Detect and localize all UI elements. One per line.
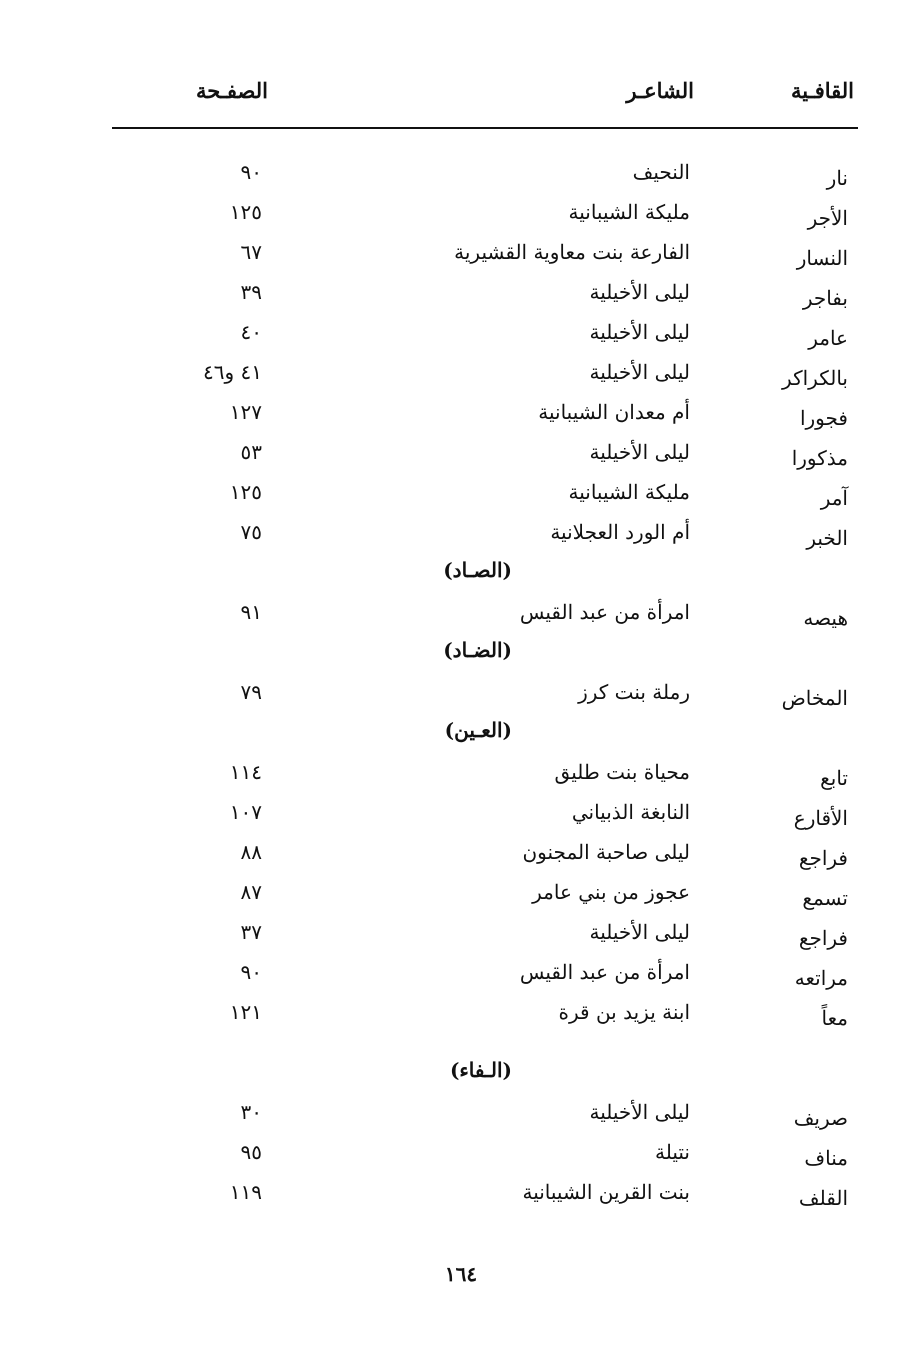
section-heading: (الضـاد) — [443, 638, 512, 662]
table-row — [0, 512, 922, 552]
rhyme-cell: عامر — [808, 326, 848, 350]
table-row — [0, 392, 922, 432]
table-row — [0, 1172, 922, 1212]
table-row — [0, 752, 922, 792]
page-ref-cell: ١١٩ — [229, 1180, 262, 1204]
page-ref-cell: ٩٠ — [240, 160, 262, 184]
header-poet: الشاعـر — [626, 78, 694, 103]
page-ref-cell: ١٢١ — [229, 1000, 262, 1024]
rhyme-cell: الأقارع — [793, 806, 848, 830]
rhyme-cell: المخاض — [781, 686, 848, 710]
table-row — [0, 992, 922, 1032]
page-ref-cell: ١٠٧ — [229, 800, 262, 824]
poet-cell: ليلى الأخيلية — [589, 920, 690, 944]
rhyme-cell: مناف — [804, 1146, 848, 1170]
page-ref-cell: ٨٨ — [240, 840, 262, 864]
table-row — [0, 432, 922, 472]
rhyme-cell: الأجر — [807, 206, 848, 230]
poet-cell: ليلى الأخيلية — [589, 440, 690, 464]
poet-cell: ليلى صاحبة المجنون — [522, 840, 690, 864]
page-ref-cell: ٩٠ — [240, 960, 262, 984]
rhyme-cell: الخبر — [806, 526, 848, 550]
rhyme-cell: تسمع — [802, 886, 848, 910]
rhyme-cell: بالكراكر — [782, 366, 848, 390]
header-rhyme: القافـية — [790, 78, 854, 103]
table-row — [0, 592, 922, 632]
table-row — [0, 472, 922, 512]
poet-cell: امرأة من عبد القيس — [519, 960, 690, 984]
page-ref-cell: ٦٧ — [240, 240, 262, 264]
header-rule — [112, 127, 858, 129]
section-spacer — [0, 1032, 922, 1052]
rhyme-cell: تابع — [820, 766, 848, 790]
section-heading: (الـفاء) — [449, 1058, 512, 1082]
page-ref-cell: ١١٤ — [229, 760, 262, 784]
poet-cell: أم الورد العجلانية — [550, 520, 690, 544]
table-row — [0, 1092, 922, 1132]
page-ref-cell: ١٢٥ — [229, 200, 262, 224]
table-row — [0, 312, 922, 352]
table-row — [0, 1132, 922, 1172]
poet-cell: النابغة الذبياني — [571, 800, 690, 824]
page-ref-cell: ٧٥ — [240, 520, 262, 544]
section-heading: (العـين) — [444, 718, 512, 742]
poet-cell: مليكة الشيبانية — [568, 480, 690, 504]
table-row — [0, 272, 922, 312]
rhyme-cell: فراجع — [798, 846, 848, 870]
rhyme-cell: فراجع — [798, 926, 848, 950]
rhyme-cell: مراتعه — [794, 966, 848, 990]
table-row — [0, 192, 922, 232]
header-page: الصفـحة — [195, 78, 268, 103]
table-row — [0, 672, 922, 712]
rhyme-cell: آمر — [820, 486, 848, 510]
poet-cell: بنت القرين الشيبانية — [522, 1180, 690, 1204]
poet-cell: امرأة من عبد القيس — [519, 600, 690, 624]
rhyme-cell: نار — [826, 166, 848, 190]
table-row — [0, 832, 922, 872]
page-number: ١٦٤ — [444, 1262, 478, 1286]
rhyme-cell: هيصه — [803, 606, 848, 630]
poet-cell: عجوز من بني عامر — [532, 880, 690, 904]
table-row — [0, 152, 922, 192]
poet-cell: أم معدان الشيبانية — [538, 400, 690, 424]
page-ref-cell: ١٢٥ — [229, 480, 262, 504]
section-heading-row — [0, 1052, 922, 1092]
poet-cell: ليلى الأخيلية — [589, 280, 690, 304]
page-ref-cell: ٩١ — [240, 600, 262, 624]
page-ref-cell: ٩٥ — [240, 1140, 262, 1164]
table-row — [0, 232, 922, 272]
page-ref-cell: ٣٧ — [240, 920, 262, 944]
rhyme-cell: معاً — [821, 1006, 848, 1030]
page-ref-cell: ٨٧ — [240, 880, 262, 904]
rhyme-cell: مذكورا — [791, 446, 848, 470]
section-heading-row — [0, 632, 922, 672]
rhyme-cell: فجورا — [799, 406, 848, 430]
table-row — [0, 872, 922, 912]
index-table — [0, 152, 922, 1212]
poet-cell: محياة بنت طليق — [554, 760, 690, 784]
poet-cell: رملة بنت كرز — [578, 680, 690, 704]
poet-cell: مليكة الشيبانية — [568, 200, 690, 224]
table-row — [0, 352, 922, 392]
section-heading-row — [0, 552, 922, 592]
rhyme-cell: صريف — [793, 1106, 848, 1130]
poet-cell: النحيف — [632, 160, 690, 184]
page-ref-cell: ١٢٧ — [229, 400, 262, 424]
section-heading: (الصـاد) — [443, 558, 512, 582]
poet-cell: ليلى الأخيلية — [589, 1100, 690, 1124]
page-ref-cell: ٥٣ — [240, 440, 262, 464]
table-row — [0, 912, 922, 952]
poet-cell: الفارعة بنت معاوية القشيرية — [454, 240, 690, 264]
page-ref-cell: ٤٠ — [240, 320, 262, 344]
section-heading-row — [0, 712, 922, 752]
rhyme-cell: النسار — [796, 246, 848, 270]
rhyme-cell: القلف — [798, 1186, 848, 1210]
page-ref-cell: ٣٩ — [240, 280, 262, 304]
table-row — [0, 952, 922, 992]
rhyme-cell: بفاجر — [802, 286, 848, 310]
poet-cell: ليلى الأخيلية — [589, 360, 690, 384]
poet-cell: نتيلة — [655, 1140, 690, 1164]
poet-cell: ابنة يزيد بن قرة — [558, 1000, 690, 1024]
page-ref-cell: ٧٩ — [240, 680, 262, 704]
table-row — [0, 792, 922, 832]
page-ref-cell: ٣٠ — [240, 1100, 262, 1124]
page-ref-cell: ٤١ و٤٦ — [203, 360, 262, 384]
poet-cell: ليلى الأخيلية — [589, 320, 690, 344]
